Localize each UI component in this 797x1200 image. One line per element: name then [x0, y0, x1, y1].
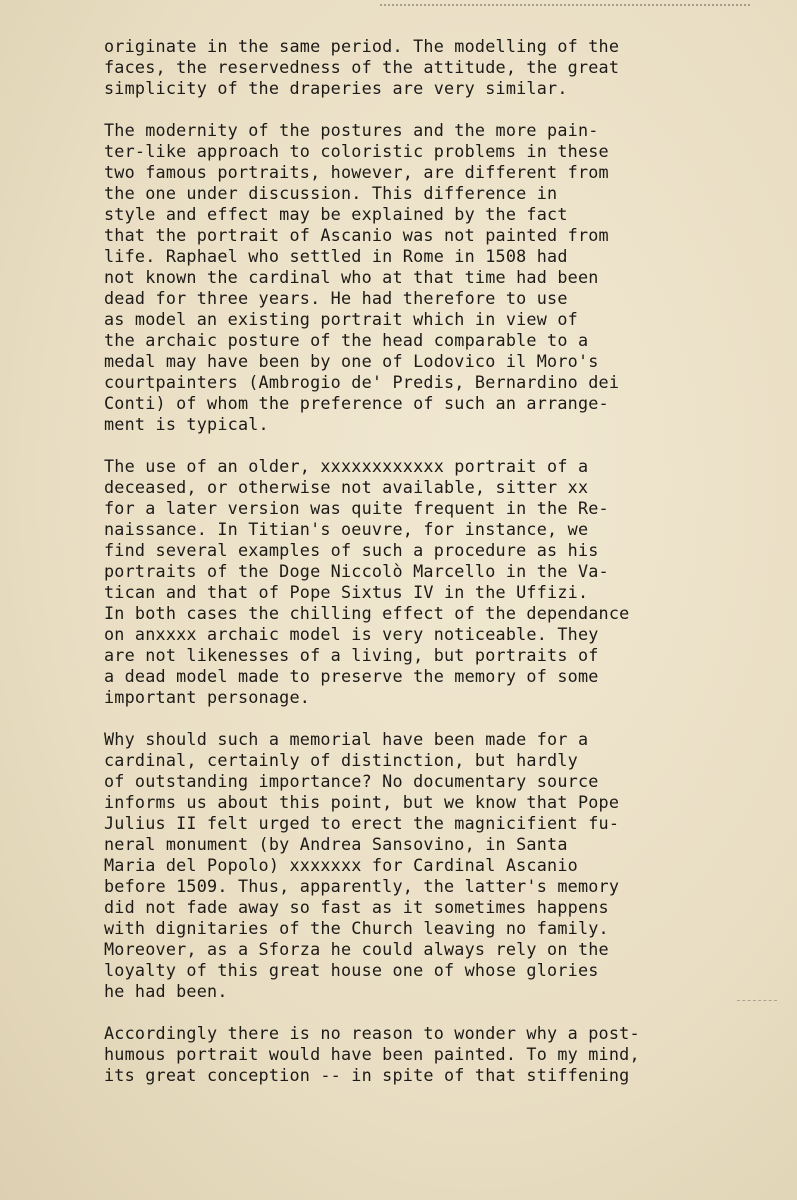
text-line: the one under discussion. This difference in: [104, 183, 558, 203]
paragraph: [104, 120, 764, 435]
text-line: cardinal, certainly of distinction, but hardly: [104, 750, 578, 770]
text-line: life. Raphael who settled in Rome in 1508 had: [104, 246, 568, 266]
paragraph: [104, 36, 764, 99]
text-line: loyalty of this great house one of whose glories: [104, 960, 599, 980]
text-line: originate in the same period. The modelling of the: [104, 36, 620, 56]
text-line: The modernity of the postures and the more pain-: [104, 120, 599, 140]
text-line: In both cases the chilling effect of the dependance: [104, 603, 630, 623]
text-line: Conti) of whom the preference of such an arrange-: [104, 393, 609, 413]
text-line: a dead model made to preserve the memory of some: [104, 666, 599, 686]
text-line: important personage.: [104, 687, 311, 707]
text-line: not known the cardinal who at that time had been: [104, 267, 599, 287]
text-line: Julius II felt urged to erect the magnicifient fu-: [104, 813, 620, 833]
paragraph: [104, 1023, 764, 1086]
text-line: ment is typical.: [104, 414, 269, 434]
text-line: Moreover, as a Sforza he could always rely on the: [104, 939, 609, 959]
text-line: dead for three years. He had therefore to use: [104, 288, 568, 308]
paragraph: [104, 729, 764, 1002]
text-line: Maria del Popolo) xxxxxxx for Cardinal Ascanio: [104, 855, 578, 875]
text-line: he had been.: [104, 981, 228, 1001]
text-line: as model an existing portrait which in view of: [104, 309, 578, 329]
text-line: are not likenesses of a living, but portraits of: [104, 645, 599, 665]
top-edge-type-marks: [380, 4, 750, 16]
text-line: humous portrait would have been painted. To my mind,: [104, 1044, 640, 1064]
text-line: faces, the reservedness of the attitude, the great: [104, 57, 620, 77]
text-line: ter-like approach to coloristic problems in these: [104, 141, 609, 161]
text-line: naissance. In Titian's oeuvre, for instance, we: [104, 519, 589, 539]
text-line: did not fade away so fast as it sometimes happens: [104, 897, 609, 917]
text-line: on anxxxx archaic model is very noticeable. They: [104, 624, 599, 644]
text-line: before 1509. Thus, apparently, the latter's memory: [104, 876, 620, 896]
text-line: for a later version was quite frequent in the Re-: [104, 498, 609, 518]
text-line: neral monument (by Andrea Sansovino, in Santa: [104, 834, 568, 854]
text-line: Accordingly there is no reason to wonder why a post-: [104, 1023, 640, 1043]
text-line: with dignitaries of the Church leaving no family.: [104, 918, 609, 938]
text-line: its great conception -- in spite of that stiffening: [104, 1065, 630, 1085]
text-line: the archaic posture of the head comparable to a: [104, 330, 589, 350]
paragraph: [104, 456, 764, 708]
text-line: style and effect may be explained by the fact: [104, 204, 568, 224]
text-line: medal may have been by one of Lodovico il Moro's: [104, 351, 599, 371]
text-line: deceased, or otherwise not available, sitter xx: [104, 477, 589, 497]
text-line: Why should such a memorial have been made for a: [104, 729, 589, 749]
text-line: courtpainters (Ambrogio de' Predis, Bernardino dei: [104, 372, 620, 392]
text-line: of outstanding importance? No documentary source: [104, 771, 599, 791]
text-line: The use of an older, xxxxxxxxxxxx portrait of a: [104, 456, 589, 476]
text-line: informs us about this point, but we know that Pope: [104, 792, 620, 812]
typewritten-text: [104, 36, 764, 1107]
text-line: portraits of the Doge Niccolò Marcello in the Va-: [104, 561, 609, 581]
text-line: tican and that of Pope Sixtus IV in the Uffizi.: [104, 582, 589, 602]
text-line: that the portrait of Ascanio was not painted from: [104, 225, 609, 245]
text-line: two famous portraits, however, are different from: [104, 162, 609, 182]
text-line: find several examples of such a procedure as his: [104, 540, 599, 560]
text-line: simplicity of the draperies are very similar.: [104, 78, 568, 98]
